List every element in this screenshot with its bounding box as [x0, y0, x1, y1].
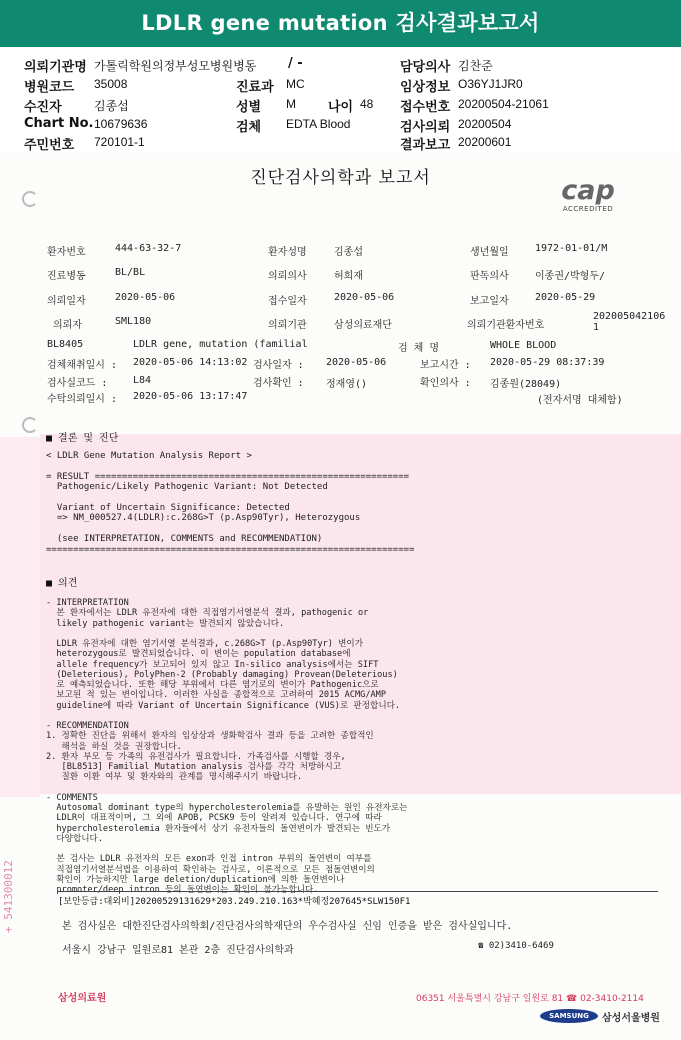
conclusion-heading: ■ 결론 및 진단: [46, 433, 119, 444]
info-text: 2020-05-29: [535, 292, 596, 303]
info-text: 수탁의뢰일시 :: [47, 394, 118, 405]
info-text: 접수일자: [268, 296, 307, 307]
conclusion-text: < LDLR Gene Mutation Analysis Report > = RESULT ========================================================== Pathogenic/Likely Pathogenic Variant: Not Detected Variant of Uncertain Significance: Detected => NM_000527.4(LDLR):c.268G>T (p.Asp90Tyr), Heterozygous (see INTERPRETATION, COMMENTS and RECOMMENDATION) ====================================================================: [46, 451, 415, 555]
info-text: L84: [133, 375, 152, 386]
info-text: 검 체 명: [398, 343, 440, 354]
side-code: + 541300012: [2, 860, 15, 933]
info-text: 검사확인 :: [253, 378, 304, 389]
info-text: 2020-05-06: [115, 292, 176, 303]
info-text: 검사실코드 :: [47, 378, 108, 389]
lab-address: 서울시 강남구 일원로81 본관 2층 진단검사의학과: [62, 945, 294, 956]
info-text: 444-63-32-7: [115, 243, 182, 254]
info-text: 2020-05-29 08:37:39: [490, 357, 605, 368]
info-text: 의뢰의사: [268, 271, 307, 282]
info-text: 김종원(28049): [490, 379, 562, 390]
meta-label: 의뢰기관명: [24, 60, 87, 75]
brand-name: 삼성의료원: [58, 993, 107, 1004]
meta-label: / -: [288, 56, 303, 71]
meta-label: 진료과: [236, 80, 274, 95]
meta-value: EDTA Blood: [286, 117, 351, 131]
meta-label: 주민번호: [24, 138, 75, 153]
info-text: 김종섭: [334, 247, 363, 258]
info-text: 삼성의료재단: [334, 320, 392, 331]
info-text: 2020-05-06: [326, 357, 387, 368]
opinion-heading: ■ 의견: [46, 578, 78, 589]
info-text: 1972-01-01/M: [535, 243, 608, 254]
info-text: 의뢰자: [53, 320, 82, 331]
meta-label: Chart No.: [24, 116, 94, 131]
meta-value: O36YJ1JR0: [458, 77, 523, 91]
meta-label: 나이: [328, 100, 354, 115]
punch-hole-icon: [22, 417, 38, 433]
meta-label: 담당의사: [400, 60, 451, 75]
info-text: 2020-05-06 13:17:47: [133, 391, 248, 402]
info-text: 확인의사 :: [420, 378, 471, 389]
report-title: 진단검사의학과 보고서: [250, 168, 431, 188]
info-text: 보고일자: [470, 296, 509, 307]
patient-meta: [0, 54, 681, 153]
meta-value: 35008: [94, 77, 128, 91]
lab-report: [0, 153, 681, 1040]
opinion-text: - INTERPRETATION 본 환자에서는 LDLR 유전자에 대한 직접염기서열분석 결과, pathogenic or likely pathogenic variant는 발견되지 않았습니다. LDLR 유전자에 대한 염기서열 분석결과, c.268G>T (p.Asp90Tyr) 변이가 heterozygous로 발견되었습니다. 이 변이는 population database에 allele frequency가 보고되어 있지 않고 In-silico analysis에서는 SIFT (Deleterious), PolyPhen-2 (Probably damaging) Provean(Deleterious) 로 예측되었습니다. 또한 해당 부위에서 다른 염기로의 변이가 Pathogenic으로 보고된 적 있는 변이입니다. 이러한 사실을 종합적으로 고려하여 2015 ACMG/AMP guideline에 따라 Variant of Uncertain Significance (VUS)로 판정합니다. - RECOMMENDATION 1. 정확한 진단을 위해서 환자의 임상상과 생화학검사 결과 등을 고려한 종합적인 해석을 하실 것을 권장합니다. 2. 환자 부모 등 가족의 유전검사가 필요합니다. 가족검사를 시행할 경우, [BL8513] Familial Mutation analysis 검사를 각각 처방하시고 질환 이환 여부 및 환자와의 관계를 명시해주시기 바랍니다. - COMMENTS Autosomal dominant type의 hypercholesterolemia를 유발하는 원인 유전자로는 LDLR이 대표적이며, 그 외에 APOB, PCSK9 등이 알려져 있습니다. 연구에 따라 hypercholesterolemia 환자들에서 상기 유전자들의 돌연변이가 발견되는 빈도가 다양합니다. 본 검사는 LDLR 유전자의 모든 exon과 인접 intron 부위의 돌연변이 여부를 직접염기서열분석법을 이용하여 확인하는 검사로, 이론적으로 모든 점돌연변이의 확인이 가능하지만 large deletion/duplication에 의한 돌연변이나 promoter/deep intron 등의 돌연변이는 확인이 불가능합니다.: [46, 598, 408, 895]
samsung-logo: SAMSUNG: [540, 1009, 598, 1023]
info-text: 판독의사: [470, 271, 509, 282]
meta-value: 20200504: [458, 117, 512, 131]
info-text: WHOLE BLOOD: [490, 340, 557, 351]
meta-label: 결과보고: [400, 138, 451, 153]
info-text: 보고시간 :: [420, 360, 471, 371]
meta-label: 수진자: [24, 100, 62, 115]
info-text: 환자성명: [268, 247, 307, 258]
meta-value: 720101-1: [94, 135, 145, 149]
meta-value: 김찬준: [458, 59, 493, 73]
hospital-name: 삼성서울병원: [602, 1013, 660, 1024]
info-text: 허희재: [334, 271, 363, 282]
report-header: LDLR gene mutation 검사결과보고서: [0, 0, 681, 47]
meta-value: 10679636: [94, 117, 148, 131]
info-text: 의뢰기관: [268, 320, 307, 331]
meta-value: MC: [286, 77, 305, 91]
meta-value: 20200504-21061: [458, 97, 549, 111]
meta-label: 병원코드: [24, 80, 75, 95]
info-text: 202005042106: [593, 311, 666, 322]
info-text: 검체채취일시 :: [47, 360, 118, 371]
meta-value: 48: [360, 97, 374, 111]
shaded-band: [0, 437, 40, 797]
security-line: [보안등급:대외비]20200529131629*203.249.210.163*박혜정207645*SLW150F1: [58, 891, 658, 907]
meta-label: 임상정보: [400, 80, 451, 95]
meta-label: 검사의뢰: [400, 120, 451, 135]
meta-value: 가톨릭학원의정부성모병원병동: [94, 59, 257, 73]
info-text: 2020-05-06 14:13:02: [133, 357, 248, 368]
meta-value: M: [286, 97, 296, 111]
info-text: (전자서명 대체함): [537, 395, 623, 406]
meta-label: 검체: [236, 120, 262, 135]
meta-label: 접수번호: [400, 100, 451, 115]
info-text: LDLR gene, mutation (familial: [133, 339, 308, 350]
info-text: SML180: [115, 316, 152, 327]
info-text: 의뢰기관환자번호: [467, 320, 545, 331]
meta-value: 20200601: [458, 135, 512, 149]
certification-text: 본 검사실은 대한진단검사의학회/진단검사의학재단의 우수검사실 신임 인증을 받은 검사실입니다.: [62, 921, 513, 932]
info-text: 의뢰일자: [47, 296, 86, 307]
info-text: 생년월일: [470, 247, 509, 258]
meta-label: 성별: [236, 100, 262, 115]
info-text: BL/BL: [115, 267, 146, 278]
cap-logo-sub: ACCREDITED: [562, 205, 614, 213]
info-text: 진료병동: [47, 271, 86, 282]
info-text: 환자번호: [47, 247, 86, 258]
hospital-address: 06351 서울특별시 강남구 일원로 81 ☎ 02-3410-2114: [416, 994, 644, 1004]
info-text: 2020-05-06: [334, 292, 395, 303]
info-text: 1: [593, 322, 600, 333]
punch-hole-icon: [22, 191, 38, 207]
info-text: BL8405: [47, 339, 84, 350]
cap-accredited-logo: [548, 177, 628, 213]
meta-value: 김종섭: [94, 99, 129, 113]
lab-phone: ☎ 02)3410-6469: [478, 941, 554, 951]
info-text: 검사일자 :: [253, 360, 304, 371]
cap-logo-text: cap: [561, 175, 615, 206]
info-text: 정재영(): [326, 379, 368, 390]
info-text: 이종권/박형두/: [535, 271, 606, 282]
